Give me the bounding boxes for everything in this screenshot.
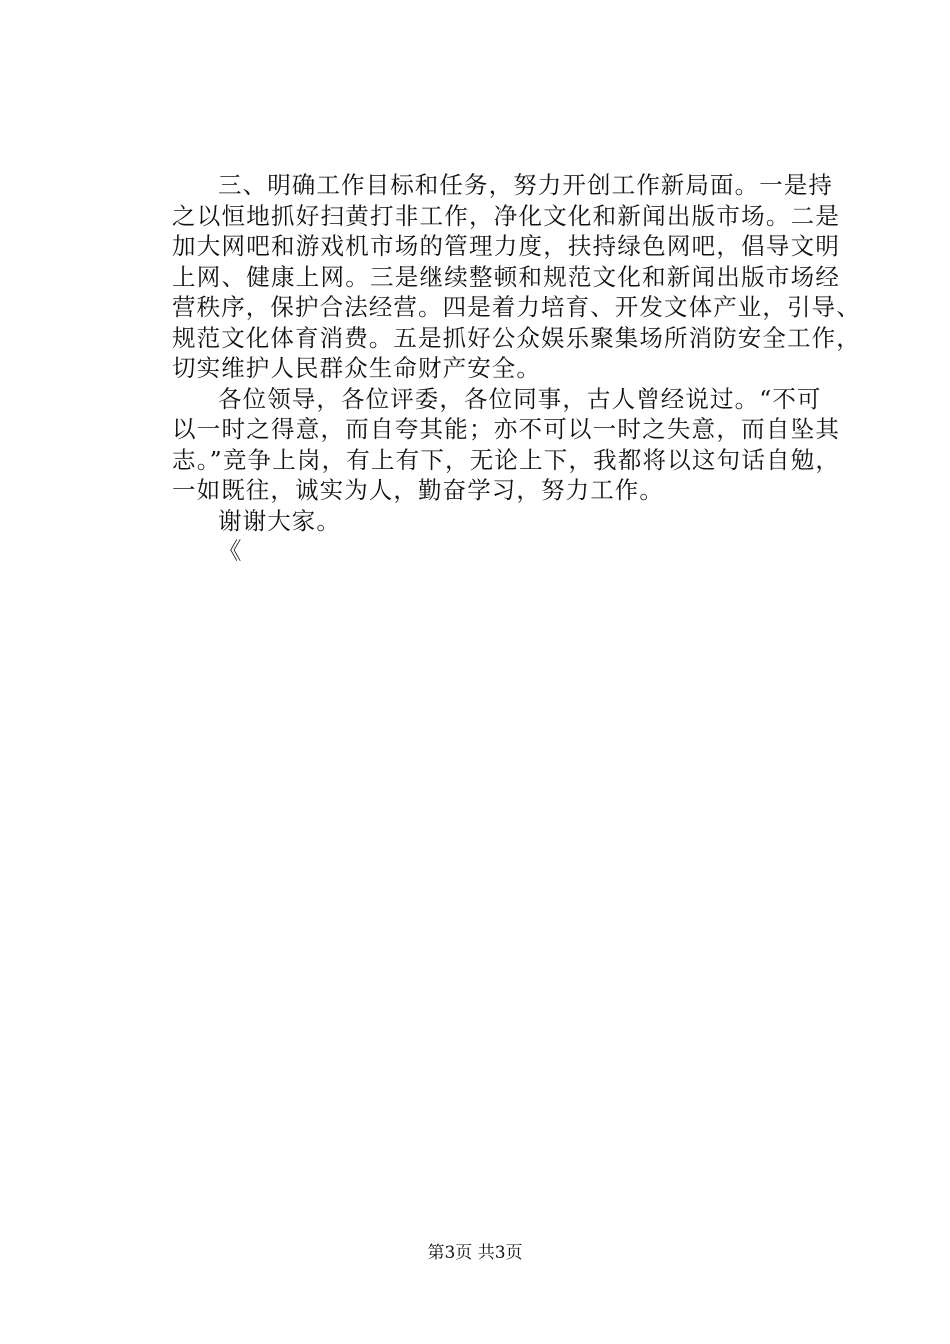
paragraph-line: 规范文化体育消费。五是抓好公众娱乐聚集场所消防安全工作， [172, 323, 861, 352]
document-body [172, 170, 861, 567]
paragraph-line: 一如既往，诚实为人，勤奋学习，努力工作。 [172, 476, 664, 504]
paragraph-line: 志。”竞争上岗，有上有下，无论上下，我都将以这句话自勉， [172, 445, 840, 474]
paragraph-line: 谢谢大家。 [218, 506, 341, 535]
paragraph-line: 上网、健康上网。三是继续整顿和规范文化和新闻出版市场经 [172, 262, 840, 291]
paragraph-line: 以一时之得意，而自夸其能；亦不可以一时之失意，而自坠其 [172, 415, 840, 443]
paragraph-line: 三、明确工作目标和任务，努力开创工作新局面。一是持 [218, 171, 833, 199]
paragraph-line: 加大网吧和游戏机市场的管理力度，扶持绿色网吧，倡导文明 [172, 232, 840, 260]
paragraph-line: 各位领导，各位评委，各位同事，古人曾经说过。“不可 [218, 384, 822, 413]
paragraph-line: 《 [218, 537, 243, 565]
paragraph-line: 营秩序，保护合法经营。四是着力培育、开发文体产业，引导、 [172, 293, 861, 321]
page-footer: 第3页 共3页 [427, 1243, 523, 1263]
paragraph-line: 切实维护人民群众生命财产安全。 [172, 354, 541, 382]
paragraph-line: 之以恒地抓好扫黄打非工作，净化文化和新闻出版市场。二是 [172, 201, 840, 230]
